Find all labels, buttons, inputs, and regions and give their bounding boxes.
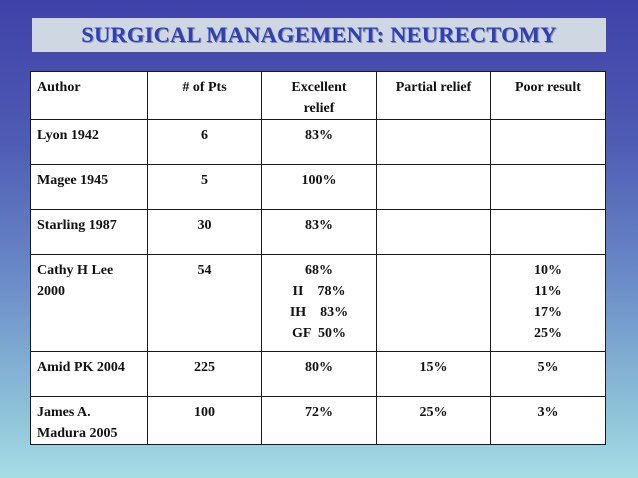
- cell-excellent: 72%: [262, 397, 377, 445]
- cell-pts: 5: [148, 165, 262, 210]
- author-line: Cathy H Lee: [37, 263, 114, 278]
- cell-pts: 225: [148, 352, 262, 397]
- table-row: [31, 397, 606, 445]
- header-excellent-relief: [262, 72, 377, 120]
- cell-pts: 30: [148, 210, 262, 255]
- excellent-subvalue: II 78%: [292, 284, 346, 299]
- cell-excellent: 83%: [262, 210, 377, 255]
- excellent-subvalue: GF 50%: [292, 326, 346, 341]
- cell-partial: [377, 210, 491, 255]
- cell-poor: 5%: [491, 352, 606, 397]
- cell-poor: [491, 255, 606, 352]
- table-row: [31, 165, 606, 210]
- cell-partial: 25%: [377, 397, 491, 445]
- cell-partial: [377, 120, 491, 165]
- cell-pts: 6: [148, 120, 262, 165]
- cell-poor: [491, 165, 606, 210]
- header-partial-relief: Partial relief: [377, 72, 491, 120]
- cell-poor: [491, 120, 606, 165]
- title-banner: [32, 18, 606, 52]
- header-excellent-line2: relief: [303, 101, 335, 116]
- cell-partial: 15%: [377, 352, 491, 397]
- author-line: 2000: [37, 284, 65, 299]
- table-row: [31, 255, 606, 352]
- table-row: [31, 210, 606, 255]
- cell-partial: [377, 165, 491, 210]
- poor-subvalue: 17%: [534, 305, 562, 320]
- cell-pts: 54: [148, 255, 262, 352]
- cell-author: Starling 1987: [31, 210, 148, 255]
- cell-author: [31, 255, 148, 352]
- poor-subvalue: 11%: [534, 284, 562, 299]
- header-poor-result: Poor result: [491, 72, 606, 120]
- excellent-subvalue: IH 83%: [289, 305, 349, 320]
- table-header-row: [31, 72, 606, 120]
- cell-excellent: 80%: [262, 352, 377, 397]
- cell-poor: [491, 210, 606, 255]
- cell-author: Amid PK 2004: [31, 352, 148, 397]
- table-row: [31, 352, 606, 397]
- table-row: [31, 120, 606, 165]
- cell-partial: [377, 255, 491, 352]
- results-table: [30, 71, 606, 445]
- cell-author: Lyon 1942: [31, 120, 148, 165]
- cell-excellent: 100%: [262, 165, 377, 210]
- author-line: Madura 2005: [37, 426, 118, 441]
- poor-subvalue: 25%: [534, 326, 562, 341]
- author-line: James A.: [37, 405, 91, 420]
- cell-excellent: [262, 255, 377, 352]
- cell-excellent: 83%: [262, 120, 377, 165]
- header-excellent-line1: Excellent: [291, 80, 347, 95]
- cell-author: Magee 1945: [31, 165, 148, 210]
- header-num-pts: # of Pts: [148, 72, 262, 120]
- slide-title: SURGICAL MANAGEMENT: NEURECTOMY: [81, 22, 557, 47]
- cell-poor: 3%: [491, 397, 606, 445]
- poor-subvalue: 10%: [534, 263, 562, 278]
- cell-pts: 100: [148, 397, 262, 445]
- excellent-subvalue: 68%: [305, 263, 333, 278]
- cell-author: [31, 397, 148, 445]
- header-author: Author: [31, 72, 148, 120]
